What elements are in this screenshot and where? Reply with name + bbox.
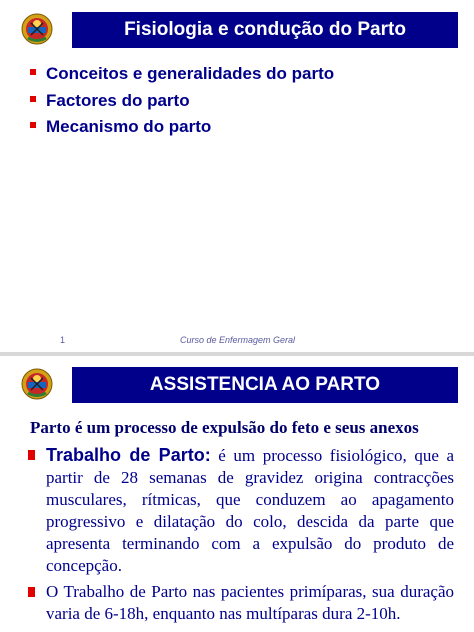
list-item-label: Conceitos e generalidades do parto (46, 64, 335, 83)
topic-list (30, 62, 334, 142)
course-footer: Curso de Enfermagem Geral (180, 335, 296, 345)
slide-2 (0, 356, 474, 632)
bullet-marker (30, 96, 36, 102)
list-item (30, 62, 334, 89)
slide-2-title: ASSISTENCIA AO PARTO (72, 367, 458, 403)
list-item (30, 89, 334, 116)
bullet-marker (28, 587, 35, 597)
list-item-label: Factores do parto (46, 90, 190, 110)
list-item-text: O Trabalho de Parto nas pacientes primíparas, sua duração varia de 6-18h, enquanto nas multíparas dura 2-10h. (46, 582, 454, 623)
term-label: Trabalho de Parto: (46, 445, 211, 465)
list-item (28, 444, 454, 577)
page-number: 1 (60, 335, 66, 345)
definition-list (28, 444, 454, 629)
mozambique-emblem-icon (20, 367, 54, 401)
mozambique-emblem-icon (20, 12, 54, 46)
bullet-marker (28, 450, 35, 460)
list-item (28, 581, 454, 625)
bullet-marker (30, 122, 36, 128)
term-definition: é um processo fisiológico, que a partir de 28 semanas de gravidez origina contracções musculares, rítmicas, que conduzem ao apagamento progressivo e dilatação do colo, descida da parte que apresenta terminando com a expulsão do produto de concepção. (46, 446, 455, 575)
slide-2-subtitle: Parto é um processo de expulsão do feto e seus anexos (30, 418, 419, 437)
list-item-label: Mecanismo do parto (46, 117, 212, 136)
slide-1-title: Fisiologia e condução do Parto (72, 12, 458, 48)
bullet-marker (30, 69, 36, 75)
list-item (30, 115, 334, 142)
